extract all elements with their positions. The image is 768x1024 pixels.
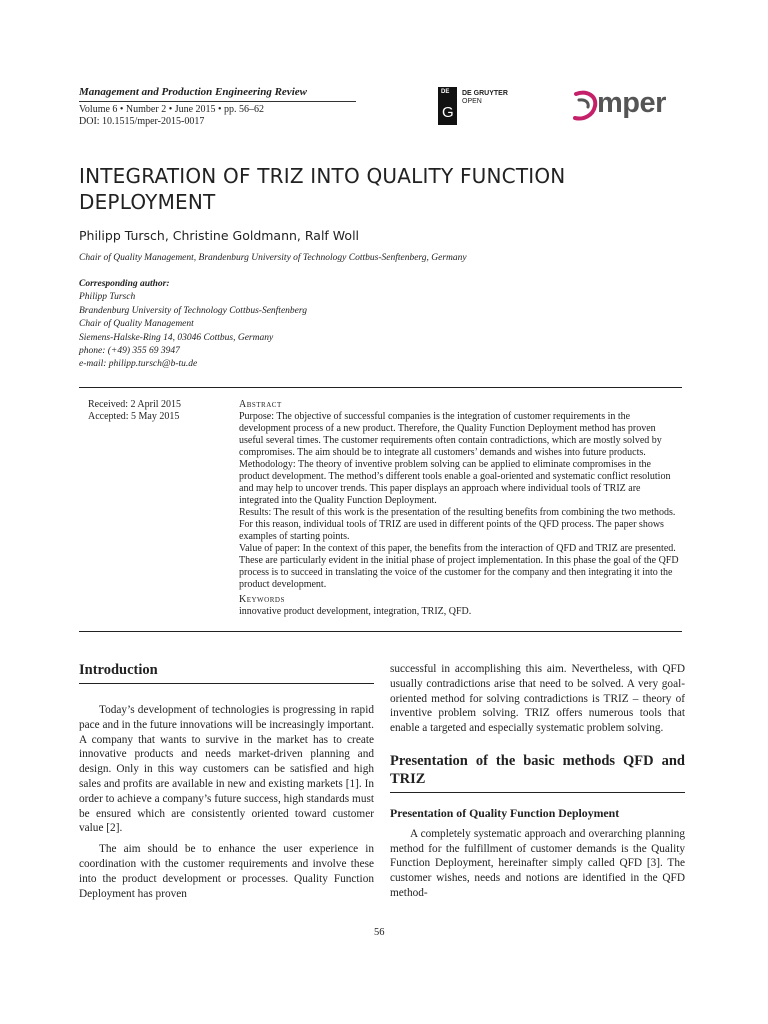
abstract-value: Value of paper: In the context of this paper, the benefits from the interaction of QFD and TRIZ are presented. These are particularly evident in the initial phase of project implementation. In this phase the goal of the QFD process is to succeed in translating the voice of the customer for the company and then integrating it into the product development. [239, 543, 679, 590]
corresponding-line: phone: (+49) 355 69 3947 [79, 346, 180, 357]
abstract [239, 399, 679, 618]
logo-de: DE [441, 89, 450, 95]
doi: DOI: 10.1515/mper-2015-0017 [79, 116, 205, 127]
abstract-methodology: Methodology: The theory of inventive problem solving can be applied to eliminate compromises in the product development. The method’s different tools enable a goal-oriented and systematic conflict resolution and may help to uncover trends. This paper displays an approach where individual tools of TRIZ are integrated into the Quality Function Deployment. [239, 459, 671, 506]
corresponding-line: Brandenburg University of Technology Cottbus-Senftenberg [79, 305, 307, 316]
volume-line: Volume 6 • Number 2 • June 2015 • pp. 56–62 [79, 104, 265, 115]
left-column [79, 661, 374, 901]
de-gruyter-wordmark [462, 90, 508, 106]
abstract-bottom-rule [79, 631, 682, 632]
paragraph: A completely systematic approach and overarching planning method for the fulfillment of customer demands is the Quality Function Deployment, hereinafter simply called QFD [3]. The customer wishes, needs and notions are identified in the QFD method- [390, 827, 685, 899]
de-gruyter-open: OPEN [462, 98, 482, 105]
heading-rule [79, 683, 374, 684]
article-dates [88, 399, 181, 423]
abstract-purpose: Purpose: The objective of successful companies is the integration of customer requirements in the development process of a new product. Therefore, the Quality Function Deployment method has proven useful several times. The customer requirements often contain contradictions, which are mostly solved by compromises. The aim should be to integrate all customers’ demands and wishes into future products. [239, 411, 662, 458]
keywords-heading: Keywords [239, 594, 285, 605]
de-gruyter-logo [438, 87, 457, 125]
de-gruyter-name: DE GRUYTER [462, 90, 508, 97]
corresponding-author-block [79, 278, 307, 372]
journal-rule [79, 101, 356, 102]
abstract-heading: Abstract [239, 399, 282, 410]
paragraph: successful in accomplishing this aim. Nevertheless, with QFD usually contradictions arise that need to be solved. A very goal-oriented method for solving contradictions is TRIZ – theory of inventive problem solving. TRIZ offers numerous tools that enable a targeted and especially systematic problem solving. [390, 663, 685, 735]
logo-g: G [442, 104, 454, 121]
right-column [390, 662, 685, 901]
abstract-results: Results: The result of this work is the presentation of the resulting benefits from combining the two methods. For this reason, individual tools of TRIZ are used in different points of the QFD process. The paper shows examples of starting points. [239, 507, 676, 542]
heading-rule [390, 792, 685, 793]
corresponding-line: Chair of Quality Management [79, 319, 194, 330]
corresponding-line: Siemens-Halske-Ring 14, 03046 Cottbus, Germany [79, 332, 274, 343]
article-affiliation: Chair of Quality Management, Brandenburg University of Technology Cottbus-Senftenberg, Germany [79, 253, 467, 263]
corresponding-heading: Corresponding author: [79, 279, 170, 289]
corresponding-email: e-mail: philipp.tursch@b-tu.de [79, 359, 198, 370]
corresponding-line: Philipp Tursch [79, 292, 136, 303]
section-heading-basic-methods: Presentation of the basic methods QFD and TRIZ [390, 752, 685, 787]
mper-wordmark: mper [597, 87, 666, 119]
article-title: INTEGRATION OF TRIZ INTO QUALITY FUNCTION DEPLOYMENT [79, 164, 566, 214]
mper-logo [573, 86, 685, 126]
subsection-heading-qfd: Presentation of Quality Function Deployment [390, 805, 620, 820]
journal-meta [79, 104, 264, 128]
accepted-date: Accepted: 5 May 2015 [88, 411, 180, 422]
paragraph: Today’s development of technologies is progressing in rapid pace and in the future innovations will be increasingly important. A company that wants to survive in the market has to create innovative products and needs market-driven planning and design. Only in this way customers can be satisfied and high sales and profits are available in new and existing markets [1]. In order to achieve a company’s future success, high standards must be ensured which are consistently oriented toward customer value [2]. [79, 704, 374, 835]
keywords: innovative product development, integration, TRIZ, QFD. [239, 606, 472, 617]
article-authors: Philipp Tursch, Christine Goldmann, Ralf Woll [79, 228, 360, 243]
paragraph: The aim should be to enhance the user experience in coordination with the customer requirements and involve these into the product development or processes. Quality Function Deployment has proven [79, 843, 374, 900]
received-date: Received: 2 April 2015 [88, 399, 182, 410]
abstract-top-rule [79, 387, 682, 388]
section-heading-introduction: Introduction [79, 662, 158, 678]
page-number: 56 [374, 927, 385, 938]
journal-name: Management and Production Engineering Review [79, 86, 307, 98]
